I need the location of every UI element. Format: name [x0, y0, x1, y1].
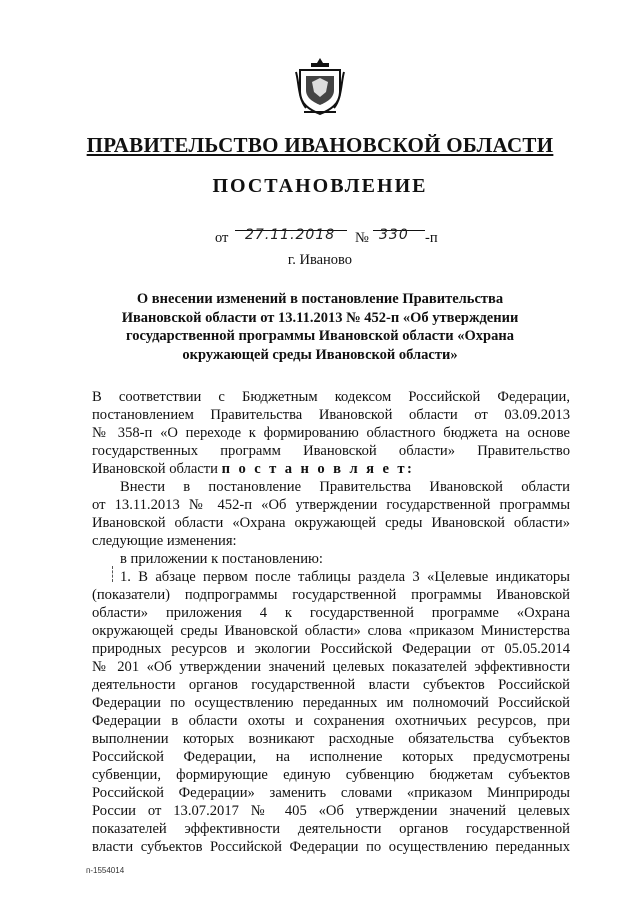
document-type: ПОСТАНОВЛЕНИЕ — [212, 175, 428, 197]
body-line: природных ресурсов и экологии Российской Федерации от 05.05.2014 — [92, 641, 570, 657]
body-line: России от 13.07.2017 № 405 «Об утверждении значений целевых — [92, 803, 570, 819]
footer-code: п-1554014 — [86, 866, 125, 875]
body-line: следующие изменения: — [92, 533, 237, 549]
body-line: В соответствии с Бюджетным кодексом Российской Федерации, — [92, 389, 570, 405]
body-line: от 13.11.2013 № 452-п «Об утверждении государственной программы — [92, 497, 570, 513]
body-line: Российской Федерации, на исполнение которых предусмотрены — [92, 749, 570, 765]
body-line: Внести в постановление Правительства Ивановской области — [120, 479, 570, 495]
number-suffix: -п — [425, 230, 438, 246]
body-line: № 201 «Об утверждении значений целевых показателей эффективности — [92, 659, 570, 675]
body-line: субвенции, формирующие единую субвенцию бюджетам субъектов — [92, 767, 570, 783]
body-line — [92, 460, 570, 478]
margin-mark — [112, 566, 113, 582]
body-line: власти субъектов Российской Федерации по осуществлению переданных — [92, 839, 570, 855]
body-line: государственных программ Ивановской области» Правительство — [92, 443, 570, 459]
body-line: в приложении к постановлению: — [120, 551, 323, 567]
decree-verb: п о с т а н о в л я е т: — [221, 461, 415, 477]
body-line: Федерации по осуществлению переданных им полномочий Российской — [92, 695, 570, 711]
body-line: Федерации в области охоты и сохранения охотничьих ресурсов, при — [92, 713, 570, 729]
body-line: (показатели) подпрограммы государственной программы Ивановской — [92, 587, 570, 603]
date-prefix: от — [215, 230, 229, 246]
number-prefix: № — [355, 230, 369, 246]
body-line: окружающей среды Ивановской области» слова «приказом Министерства — [92, 623, 570, 639]
government-title: ПРАВИТЕЛЬСТВО ИВАНОВСКОЙ ОБЛАСТИ — [86, 133, 554, 157]
body-line: Ивановской области «Охрана окружающей среды Ивановской области» — [92, 515, 570, 531]
body-line: Российской Федерации» заменить словами «приказом Минприроды — [92, 785, 570, 801]
document-date: 27.11.2018 — [245, 227, 336, 243]
body-line: 1. В абзаце первом после таблицы раздела 3 «Целевые индикаторы — [120, 569, 570, 585]
body-line: показателей эффективности деятельности органов государственной — [92, 821, 570, 837]
body-line: деятельности органов государственной власти субъектов Российской — [92, 677, 570, 693]
date-number-line — [215, 227, 455, 250]
city: г. Иваново — [287, 252, 353, 268]
document-subject: О внесении изменений в постановление Правительства Ивановской области от 13.11.2013 № 452-п «Об утверждении государственной программы Ивановской области «Охрана окружающей среды Ивановской области» — [121, 291, 519, 363]
body-line: № 358-п «О переходе к формированию областного бюджета на основе — [92, 425, 570, 441]
document-number: 330 — [379, 227, 409, 243]
body-line: области» приложения 4 к государственной программе «Охрана — [92, 605, 570, 621]
body-line: постановлением Правительства Ивановской области от 03.09.2013 — [92, 407, 570, 423]
coat-of-arms-icon — [294, 56, 346, 118]
body-line: выполнении которых возникают расходные обязательства субъектов — [92, 731, 570, 747]
body-line-text: Ивановской области — [92, 461, 218, 477]
